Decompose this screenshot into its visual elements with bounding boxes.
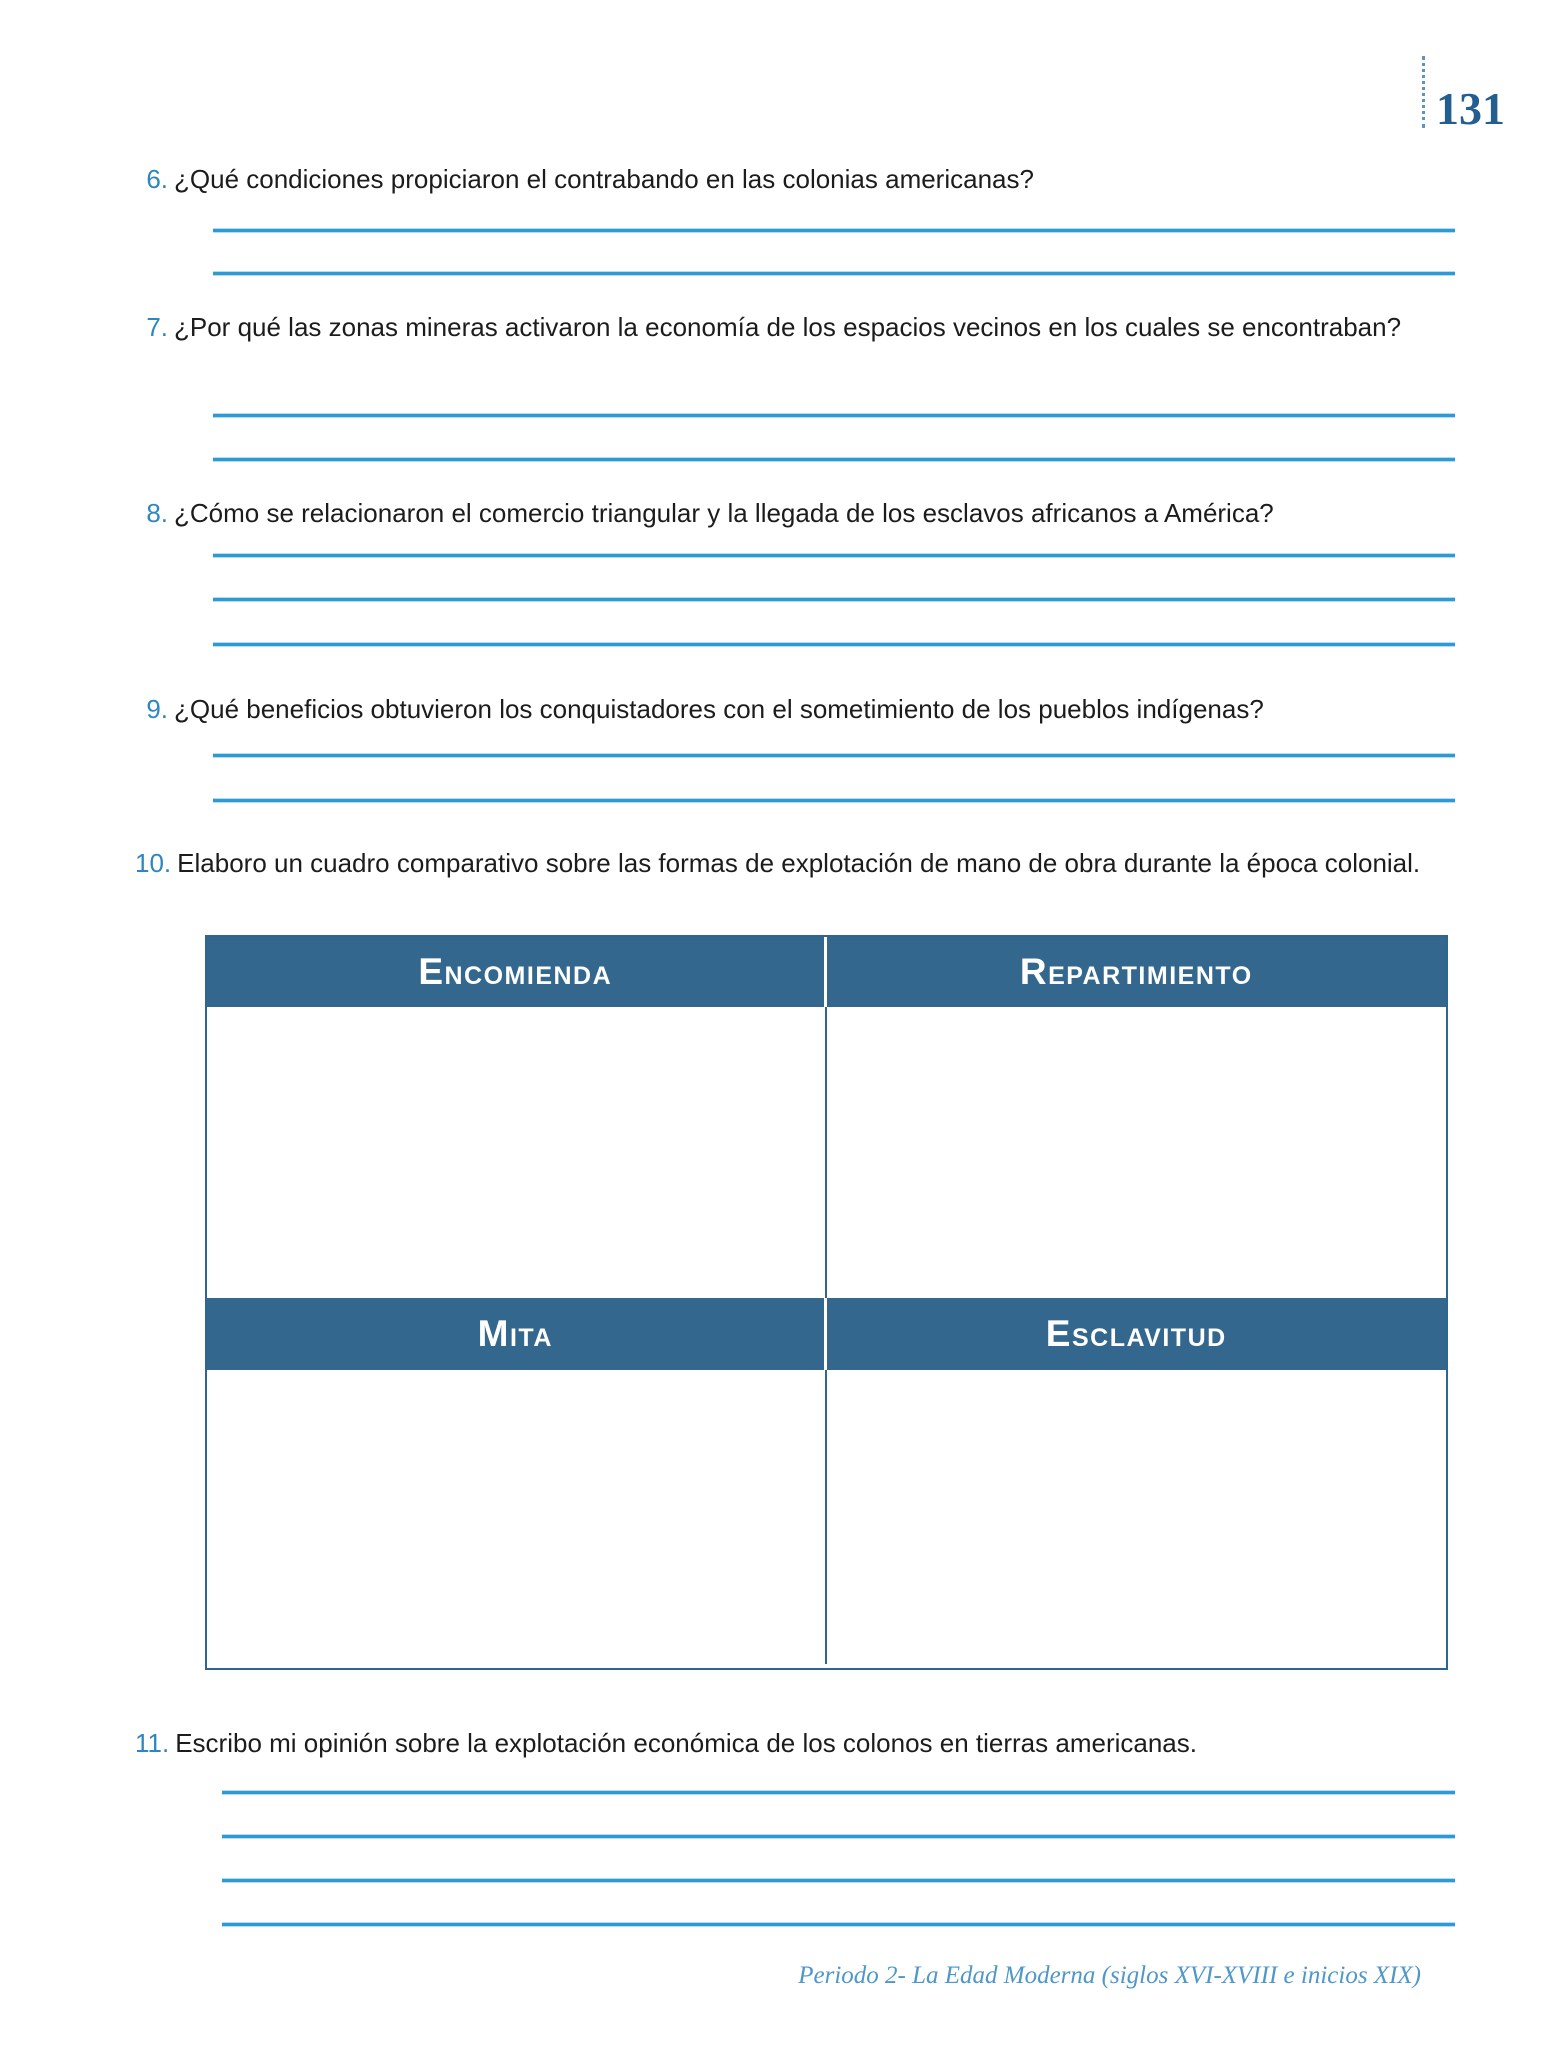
page-footer: Periodo 2- La Edad Moderna (siglos XVI-XVIII e inicios XIX): [798, 1962, 1421, 1989]
question-7-text: ¿Por qué las zonas mineras activaron la economía de los espacios vecinos en los cuales se encontraban?: [174, 312, 1402, 342]
question-8-text: ¿Cómo se relacionaron el comercio triangular y la llegada de los esclavos africanos a América?: [174, 498, 1274, 528]
question-7: [135, 306, 1455, 349]
question-10-text: Elaboro un cuadro comparativo sobre las formas de explotación de mano de obra durante la época colonial.: [177, 848, 1421, 878]
question-11: [135, 1722, 1455, 1765]
question-8: [135, 492, 1455, 535]
table-header-mita-label: MITA: [477, 1313, 553, 1354]
question-10: [135, 842, 1455, 885]
question-9: [135, 688, 1455, 731]
answer-line: [213, 554, 1455, 557]
table-header-encomienda: [207, 937, 827, 1007]
answer-line: [213, 272, 1455, 275]
table-header-esclavitud-label: ESCLAVITUD: [1045, 1313, 1227, 1354]
question-7-number: 7.: [146, 312, 168, 342]
question-11-text: Escribo mi opinión sobre la explotación económica de los colonos en tierras americanas.: [175, 1728, 1197, 1758]
answer-line: [213, 799, 1455, 802]
page-number: 131: [1436, 83, 1505, 135]
table-header-mita: [207, 1298, 827, 1370]
table-cell-repartimiento: [827, 1007, 1447, 1298]
question-6-number: 6.: [146, 164, 168, 194]
question-8-number: 8.: [146, 498, 168, 528]
answer-line: [213, 414, 1455, 417]
table-header-repartimiento-label: REPARTIMIENTO: [1019, 951, 1253, 992]
table-cell-esclavitud: [827, 1370, 1447, 1664]
question-6-text: ¿Qué condiciones propiciaron el contrabando en las colonias americanas?: [174, 164, 1034, 194]
answer-line: [213, 643, 1455, 646]
table-header-repartimiento: [827, 937, 1447, 1007]
table-cell-encomienda: [207, 1007, 827, 1298]
question-9-number: 9.: [146, 694, 168, 724]
answer-line: [213, 229, 1455, 232]
dotted-rule: [1422, 56, 1425, 128]
question-10-number: 10.: [135, 848, 172, 878]
question-11-number: 11.: [135, 1728, 170, 1758]
question-6: [135, 158, 1455, 201]
answer-line: [222, 1923, 1455, 1926]
comparison-table: [205, 935, 1448, 1670]
answer-line: [222, 1835, 1455, 1838]
table-cell-mita: [207, 1370, 827, 1664]
answer-line: [222, 1879, 1455, 1882]
answer-line: [213, 458, 1455, 461]
table-header-esclavitud: [827, 1298, 1447, 1370]
table-header-encomienda-label: ENCOMIENDA: [418, 951, 613, 992]
answer-line: [213, 598, 1455, 601]
answer-line: [222, 1791, 1455, 1794]
question-9-text: ¿Qué beneficios obtuvieron los conquistadores con el sometimiento de los pueblos indígenas?: [174, 694, 1264, 724]
answer-line: [213, 754, 1455, 757]
page-number-block: [1422, 56, 1505, 135]
